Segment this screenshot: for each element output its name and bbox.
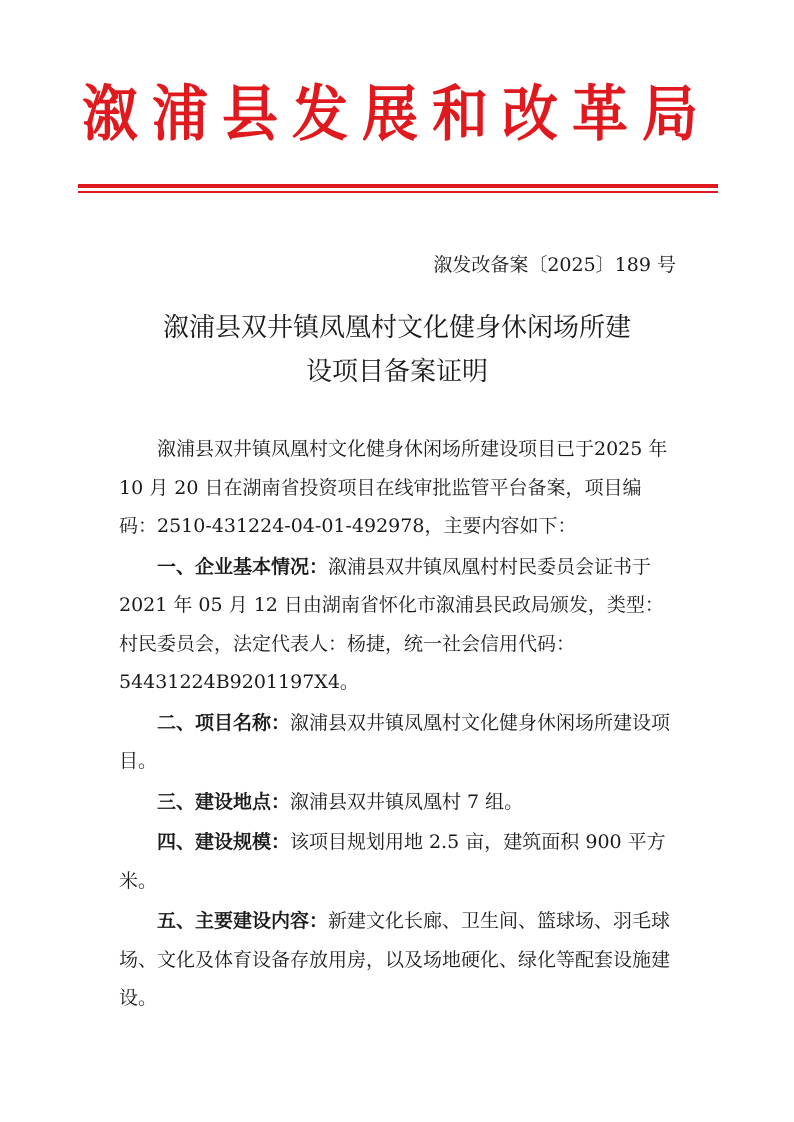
document-body — [119, 430, 679, 1020]
letterhead-org-name: 溆浦县发展和改革局 — [82, 79, 712, 150]
section-heading: 四、建设规模： — [157, 831, 291, 853]
section-text: 溆浦县双井镇凤凰村文化健身休闲场所建设项目。 — [119, 711, 671, 772]
letterhead-divider-thin — [78, 191, 718, 193]
section-text: 溆浦县双井镇凤凰村村民委员会证书于 2021 年 05 月 12 日由湖南省怀化市溆浦县民政局颁发，类型：村民委员会，法定代表人：杨捷，统一社会信用代码：54431224B9201197X4。 — [119, 555, 664, 693]
document-title-line-1: 溆浦县双井镇凤凰村文化健身休闲场所建 — [162, 313, 631, 343]
section-text: 溆浦县双井镇凤凰村 7 组。 — [290, 790, 524, 813]
section-scale — [119, 823, 679, 900]
document-title — [0, 306, 794, 394]
section-heading: 一、企业基本情况： — [157, 555, 329, 578]
section-content — [119, 902, 679, 1018]
letterhead-divider-thick — [78, 184, 718, 188]
section-heading: 二、项目名称： — [157, 711, 291, 734]
section-project-name — [119, 704, 679, 781]
intro-paragraph: 溆浦县双井镇凤凰村文化健身休闲场所建设项目已于2025 年 10 月 20 日在湖南省投资项目在线审批监管平台备案，项目编码：2510-431224-04-01-492978，主要内容如下： — [119, 438, 668, 537]
document-title-line-2: 设项目备案证明 — [305, 357, 488, 387]
section-location — [119, 783, 679, 822]
section-heading: 五、主要建设内容： — [157, 910, 329, 932]
section-enterprise-info — [119, 548, 679, 702]
section-heading: 三、建设地点： — [157, 790, 291, 813]
section-text: 该项目规划用地 2.5 亩，建筑面积 900 平方米。 — [119, 831, 666, 892]
section-text: 新建文化长廊、卫生间、篮球场、羽毛球场、文化及体育设备存放用房，以及场地硬化、绿化等配套设施建设。 — [119, 910, 671, 1009]
document-number: 溆发改备案〔2025〕189 号 — [433, 254, 676, 276]
